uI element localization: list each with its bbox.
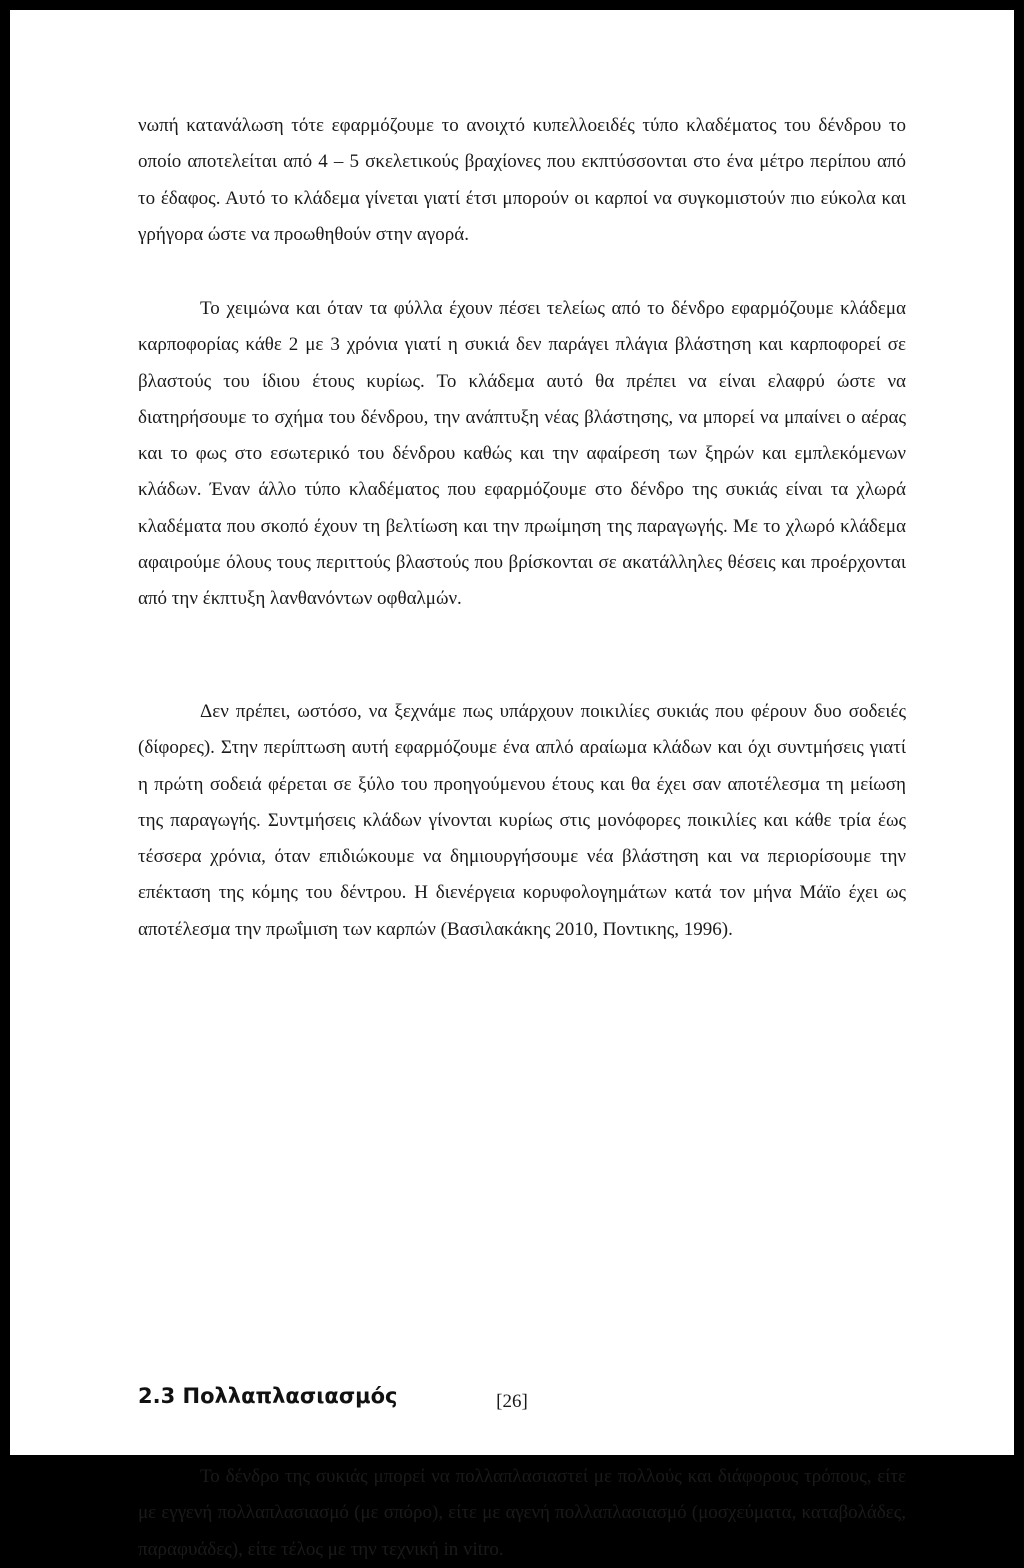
paragraph-double-crop-varieties: Δεν πρέπει, ωστόσο, να ξεχνάμε πως υπάρχουν ποικιλίες συκιάς που φέρουν δυο σοδειές (δίφορες). Στην περίπτωση αυτή εφαρμόζουμε ένα απλό αραίωμα κλάδων και όχι συντμήσεις γιατί η πρώτη σοδειά φέρεται σε ξύλο του προηγούμενου έτους και θα έχει σαν αποτέλεσμα τη μείωση της παραγωγής. Συντμήσεις κλάδων γίνονται κυρίως στις μονόφορες ποικιλίες και κάθε τρία έως τέσσερα χρόνια, όταν επιδιώκουμε να δημιουργήσουμε νέα βλάστηση και να περιορίσουμε την επέκταση της κόμης του δέντρου. Η διενέργεια κορυφολογημάτων κατά τον μήνα Μάϊο έχει ως αποτέλεσμα την πρωΐμιση των καρπών (Βασιλακάκης 2010, Ποντικης, 1996). [138, 701, 906, 940]
section-heading: 2.3 Πολλαπλασιασμός [138, 1384, 398, 1408]
paragraph-continuation: νωπή κατανάλωση τότε εφαρμόζουμε το ανοιχτό κυπελλοειδές τύπο κλαδέματος του δένδρου το οποίο αποτελείται από 4 – 5 σκελετικούς βραχίονες που εκπτύσσονται στο ένα μέτρο περίπου από το έδαφος. Αυτό το κλάδεμα γίνεται γιατί έτσι μπορούν οι καρποί να συγκομιστούν πιο εύκολα και γρήγορα ώστε να προωθηθούν στην αγορά. [138, 115, 906, 245]
paragraph-propagation: Το δένδρο της συκιάς μπορεί να πολλαπλασιαστεί με πολλούς και διάφορους τρόπους, είτε με εγγενή πολλαπλασιασμό (με σπόρο), είτε με αγενή πολλαπλασιασμό (μοσχεύματα, καταβολάδες, παραφυάδες), είτε τέλος με την τεχνική in vitro. [138, 1466, 906, 1560]
paragraph-winter-pruning: Το χειμώνα και όταν τα φύλλα έχουν πέσει τελείως από το δένδρο εφαρμόζουμε κλάδεμα καρποφορίας κάθε 2 με 3 χρόνια γιατί η συκιά δεν παράγει πλάγια βλάστηση και καρποφορεί σε βλαστούς του ίδιου έτους κυρίως. Το κλάδεμα αυτό θα πρέπει να είναι ελαφρύ ώστε να διατηρήσουμε το σχήμα του δένδρου, την ανάπτυξη νέας βλάστησης, να μπορεί να μπαίνει ο αέρας και το φως στο εσωτερικό του δένδρου καθώς και την αφαίρεση των ξηρών και εμπλεκόμενων κλάδων. Έναν άλλο τύπο κλαδέματος που εφαρμόζουμε στο δένδρο της συκιάς είναι τα χλωρά κλαδέματα που σκοπό έχουν τη βελτίωση και την πρωίμηση της παραγωγής. Με το χλωρό κλάδεμα αφαιρούμε όλους τους περιττούς βλαστούς που βρίσκονται σε ακατάλληλες θέσεις και προέρχονται από την έκπτυξη λανθανόντων οφθαλμών. [138, 298, 906, 610]
page-number: [26] [496, 1391, 528, 1412]
document-page [10, 10, 1014, 1560]
